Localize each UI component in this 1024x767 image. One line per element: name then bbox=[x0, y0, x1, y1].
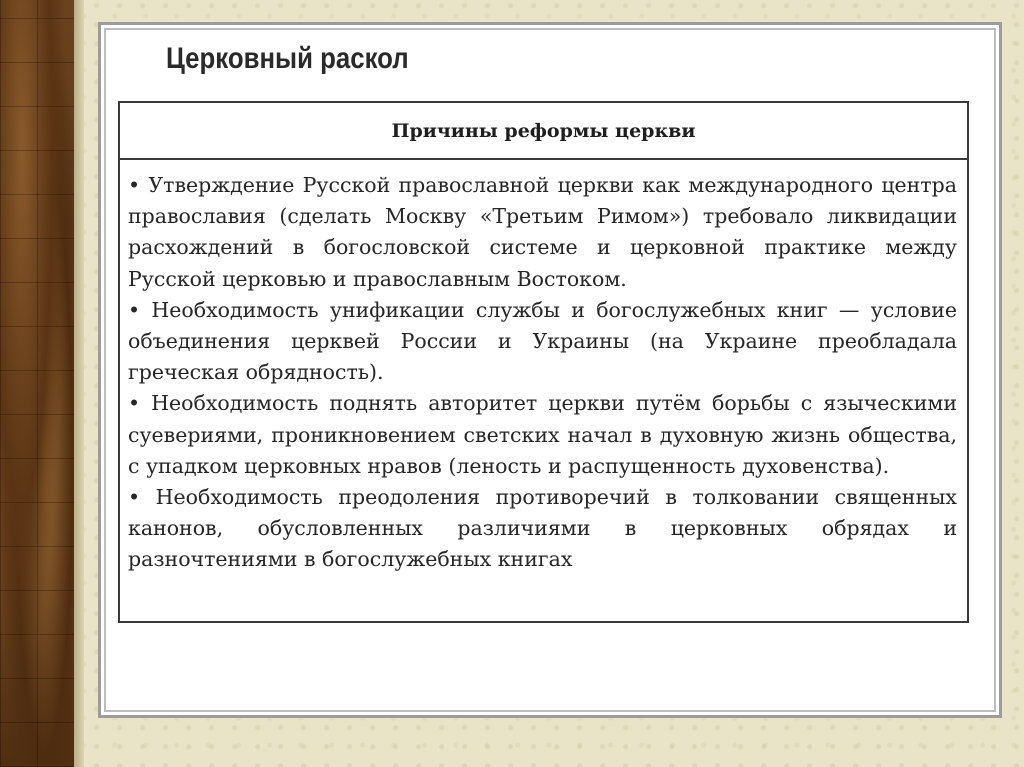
slide-title: Церковный раскол bbox=[166, 42, 409, 75]
reasons-table bbox=[118, 101, 969, 623]
list-item: • Утверждение Русской православной церкви как международного центра православия (сделать Москву «Третьим Римом») требовало ликвидации расхождений в богословской системе и церковной практике между Русской церковью и православным Востоком. bbox=[128, 173, 957, 291]
decorative-edge-strip bbox=[74, 0, 84, 767]
list-item: • Необходимость преодоления противоречий в толковании священных канонов, обусловленных различиями в церковных обрядах и разночтениями в богослужебных книгах bbox=[128, 485, 957, 572]
table-header: Причины реформы церкви bbox=[120, 103, 967, 160]
list-item: • Необходимость унификации службы и богослужебных книг — условие объединения церквей России и Украины (на Украине преобладала греческая обрядность). bbox=[128, 297, 957, 385]
decorative-wood-band bbox=[0, 0, 74, 767]
list-item: • Необходимость поднять авторитет церкви путём борьбы с языческими суевериями, проникновением светских начал в духовную жизнь общества, с упадком церковных нравов (леность и распущенность духовенства). bbox=[128, 391, 957, 478]
table-body bbox=[120, 160, 967, 576]
